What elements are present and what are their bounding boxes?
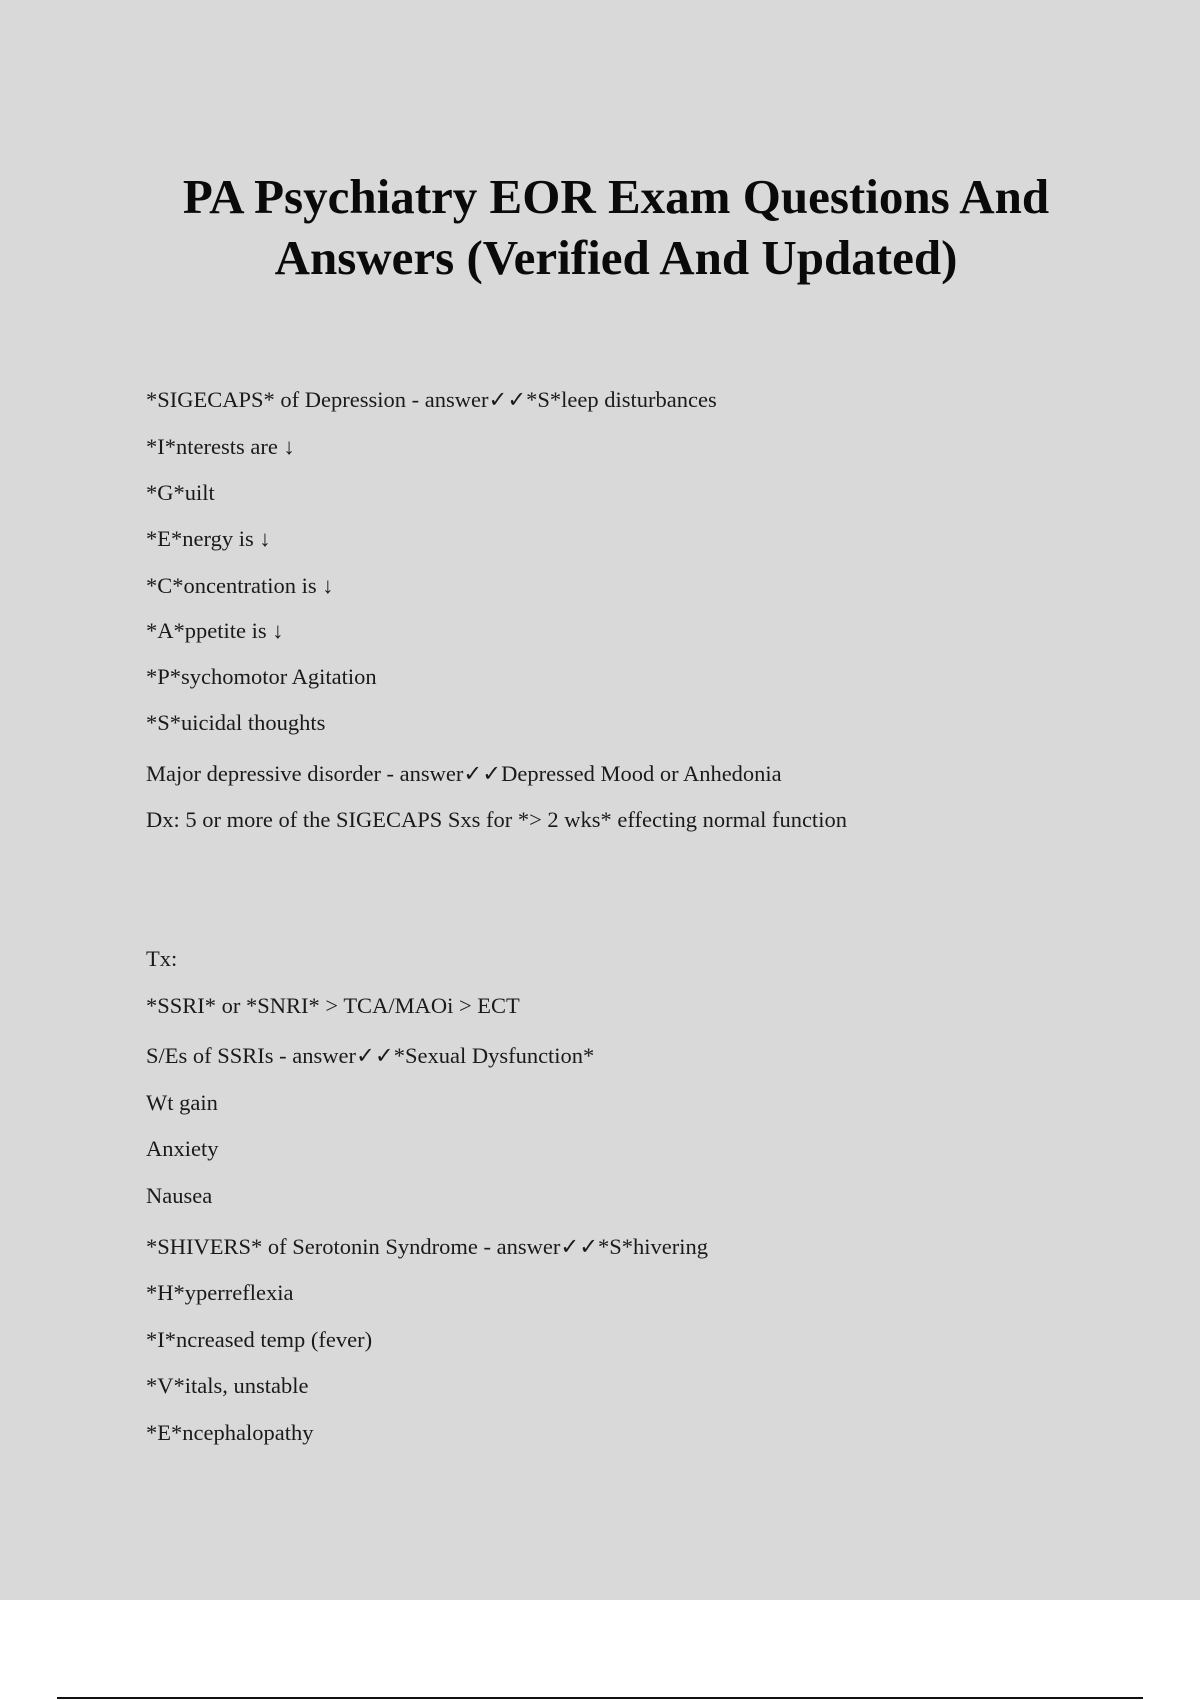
text-line-nausea: Nausea [146, 1183, 213, 1208]
text-line-energy: *E*nergy is ↓ [146, 526, 271, 551]
text-line-encephalopathy: *E*ncephalopathy [146, 1420, 314, 1445]
text-line-appetite: *A*ppetite is ↓ [146, 618, 284, 643]
text-line-ssri-side-effects: S/Es of SSRIs - answer✓✓*Sexual Dysfunction* [146, 1043, 595, 1068]
text-line-anxiety: Anxiety [146, 1136, 219, 1161]
document-title-line-2: Answers (Verified And Updated) [274, 230, 958, 285]
text-line-major-depressive: Major depressive disorder - answer✓✓Depressed Mood or Anhedonia [146, 761, 782, 786]
text-line-suicidal: *S*uicidal thoughts [146, 710, 326, 735]
text-line-sigecaps: *SIGECAPS* of Depression - answer✓✓*S*leep disturbances [146, 387, 717, 412]
document-title [0, 166, 1200, 288]
document-title-line-1: PA Psychiatry EOR Exam Questions And [182, 169, 1050, 224]
text-line-interests: *I*nterests are ↓ [146, 434, 295, 459]
text-line-shivers: *SHIVERS* of Serotonin Syndrome - answer✓✓*S*hivering [146, 1234, 709, 1259]
text-line-guilt: *G*uilt [146, 480, 215, 505]
footer-divider [57, 1697, 1143, 1699]
text-line-psychomotor: *P*sychomotor Agitation [146, 664, 377, 689]
text-line-ssri-snri: *SSRI* or *SNRI* > TCA/MAOi > ECT [146, 993, 520, 1018]
text-line-tx: Tx: [146, 946, 178, 971]
text-line-dx: Dx: 5 or more of the SIGECAPS Sxs for *> 2 wks* effecting normal function [146, 807, 847, 832]
text-line-increased-temp: *I*ncreased temp (fever) [146, 1327, 373, 1352]
text-line-wt-gain: Wt gain [146, 1090, 218, 1115]
text-line-vitals: *V*itals, unstable [146, 1373, 309, 1398]
text-line-concentration: *C*oncentration is ↓ [146, 573, 334, 598]
text-line-hyperreflexia: *H*yperreflexia [146, 1280, 294, 1305]
